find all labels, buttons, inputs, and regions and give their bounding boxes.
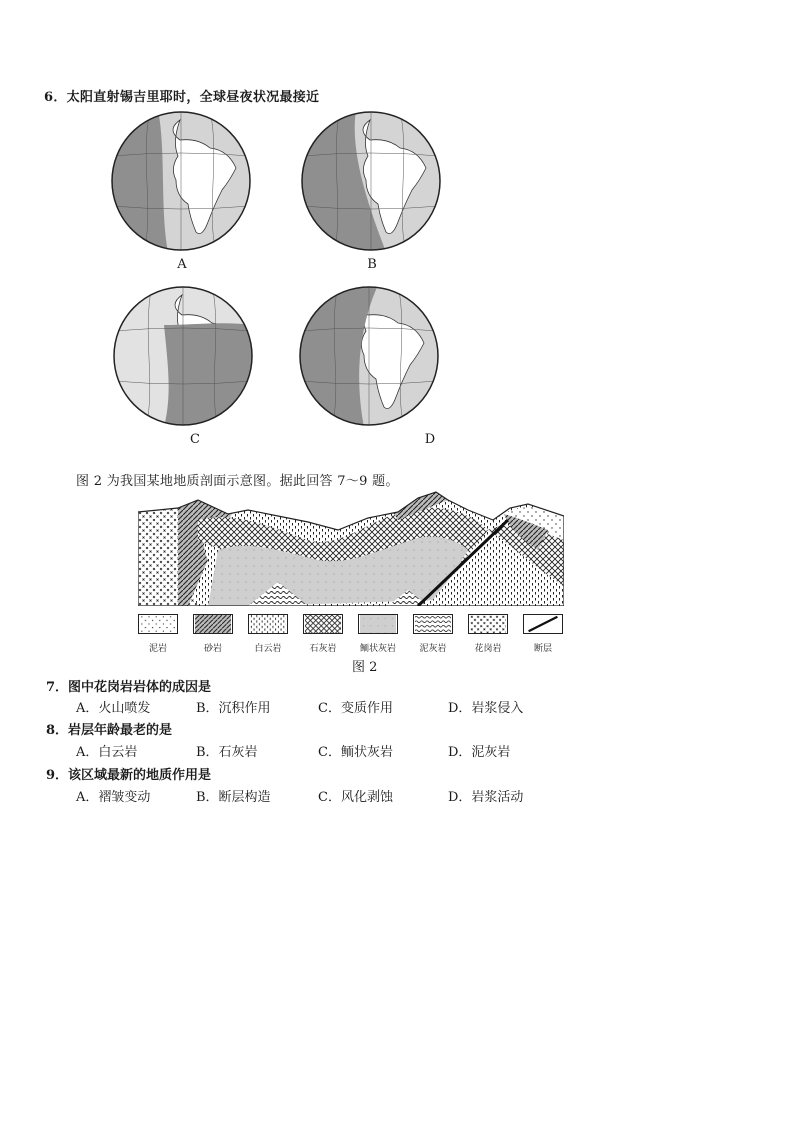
legend-sandstone [191,614,235,654]
legend-label: 鲕状灰岩 [359,644,396,654]
globe-a-image[interactable] [110,110,252,252]
question-9-option-b[interactable]: B．断层构造 [196,790,271,805]
globe-c-label: C [190,432,200,447]
question-8-option-d[interactable]: D．泥灰岩 [448,745,511,760]
legend-mudstone [136,614,180,654]
question-8-option-b[interactable]: B．石灰岩 [196,745,258,760]
legend-dolomite [246,614,290,654]
question-7-option-a[interactable]: A．火山喷发 [76,701,151,716]
figure-2-caption: 图 2 [352,660,378,675]
question-7-option-d[interactable]: D．岩浆侵入 [448,701,524,716]
rock-legend [136,614,566,654]
legend-granite [466,614,510,654]
globe-a-label: A [177,257,187,272]
question-7-option-c[interactable]: C．变质作用 [318,701,393,716]
legend-oolitic-limestone [356,614,400,654]
question-9-text: 9．该区域最新的地质作用是 [46,768,212,783]
legend-fault [521,614,565,654]
sandstone-swatch [193,614,233,634]
dolomite-swatch [248,614,288,634]
legend-marl [411,614,455,654]
question-7-text: 7．图中花岗岩岩体的成因是 [46,680,212,695]
question-7-option-b[interactable]: B．沉积作用 [196,701,271,716]
geologic-cross-section [138,490,564,606]
globe-b-label: B [367,257,377,272]
globe-b-image[interactable] [300,110,442,252]
question-8-option-c[interactable]: C．鲕状灰岩 [318,745,393,760]
legend-label: 泥岩 [148,644,167,654]
fault-swatch [523,614,563,634]
legend-label: 砂岩 [203,644,222,654]
question-9-option-c[interactable]: C．风化剥蚀 [318,790,393,805]
granite-swatch [468,614,508,634]
marl-swatch [413,614,453,634]
question-8-text: 8．岩层年龄最老的是 [46,723,173,738]
globe-d-label: D [424,432,436,447]
mudstone-swatch [138,614,178,634]
question-8-option-a[interactable]: A．白云岩 [76,745,138,760]
figure-2-intro: 图 2 为我国某地地质剖面示意图。据此回答 7～9 题。 [76,474,399,489]
limestone-swatch [303,614,343,634]
legend-label: 断层 [533,644,552,654]
legend-label: 花岗岩 [474,644,502,654]
legend-label: 石灰岩 [309,644,337,654]
question-9-option-a[interactable]: A．褶皱变动 [76,790,151,805]
legend-label: 泥灰岩 [419,644,447,654]
globe-d-image[interactable] [298,285,440,427]
question-6-text: 6．太阳直射锡吉里耶时，全球昼夜状况最接近 [44,90,320,105]
globe-c-image[interactable] [112,285,254,427]
legend-limestone [301,614,345,654]
question-9-option-d[interactable]: D．岩浆活动 [448,790,524,805]
legend-label: 白云岩 [254,644,282,654]
oolitic-limestone-swatch [358,614,398,634]
